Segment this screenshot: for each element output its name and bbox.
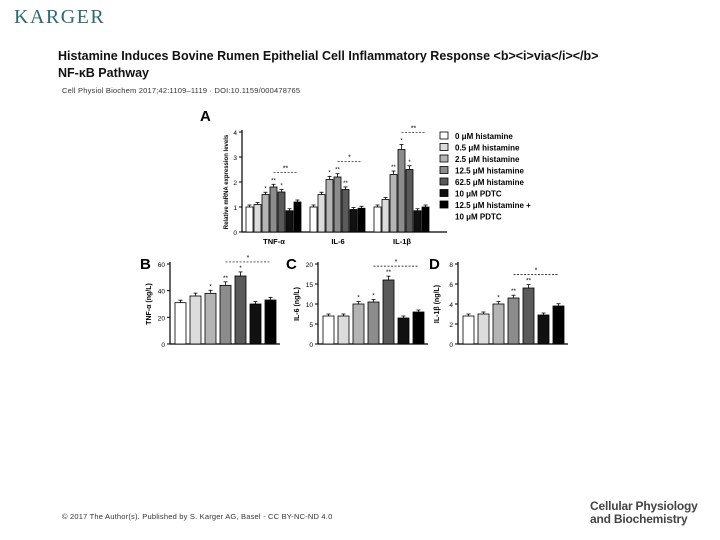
panel-a-bar — [286, 211, 293, 232]
panel-d-bar — [493, 304, 504, 344]
panel-a-legend-label: 0 μM histamine — [455, 132, 513, 141]
panel-b-bar — [175, 303, 186, 344]
panel-b-bar — [205, 293, 216, 344]
panel-d-y-tick-label: 6 — [449, 282, 453, 289]
panel-b-y-axis-label: TNF-α (ng/L) — [146, 283, 153, 325]
panel-d-y-axis-label: IL-1β (ng/L) — [434, 284, 441, 324]
panel-a-bar — [254, 205, 261, 233]
panel-c-y-tick-label: 20 — [305, 262, 313, 269]
panel-a-category-label: TNF-α — [263, 237, 285, 246]
panel-c-bar — [323, 316, 334, 344]
panel-b-bar — [190, 296, 201, 344]
panel-a-bar — [246, 207, 253, 232]
panel-c-bar — [353, 304, 364, 344]
panel-a-bar — [294, 202, 301, 232]
panel-a-y-tick-label: 4 — [233, 130, 237, 137]
panel-c-significance: * — [372, 292, 375, 300]
panel-a-significance: ** — [391, 165, 396, 172]
panel-c-bar — [398, 318, 409, 344]
panel-a-bar — [310, 207, 317, 232]
panel-a-bar — [318, 195, 325, 233]
panel-a-significance: ** — [271, 178, 276, 185]
panel-d-significance: * — [497, 294, 500, 302]
karger-logo: KARGER — [14, 6, 106, 28]
panel-b-y-tick-label: 60 — [157, 262, 165, 269]
panel-a-legend-swatch — [440, 178, 448, 185]
panel-a-bar — [374, 207, 381, 232]
panel-a-bar — [414, 211, 421, 232]
panel-a-significance: * — [328, 170, 331, 177]
panel-a-bracket-label: ** — [282, 165, 289, 173]
panel-d-y-tick-label: 4 — [449, 302, 453, 309]
panel-a-significance: * — [280, 183, 283, 190]
panel-d-y-tick-label: 0 — [449, 342, 453, 349]
panel-a-significance: ** — [343, 180, 348, 187]
panel-c-panel-label: C — [286, 256, 297, 273]
panel-d-panel-label: D — [429, 256, 440, 273]
panel-a-category-label: IL-6 — [331, 237, 345, 246]
panel-b-y-tick-label: 0 — [161, 342, 165, 349]
panel-a-legend-label: 0.5 μM histamine — [455, 143, 520, 153]
panel-a-significance: * — [400, 138, 403, 145]
panel-b-panel-label: B — [140, 256, 151, 273]
figure-title-line2: NF-κB Pathway — [58, 66, 150, 80]
panel-a-legend-swatch — [440, 190, 448, 197]
panel-a-bar — [406, 170, 413, 233]
panel-b-significance: * — [209, 283, 212, 291]
panel-b-bar — [265, 300, 276, 344]
copyright-footer: © 2017 The Author(s). Published by S. Karger AG, Basel - CC BY-NC-ND 4.0 — [62, 512, 333, 521]
panel-c-y-tick-label: 15 — [305, 282, 313, 289]
panel-d-bar — [478, 314, 489, 344]
panel-b-y-tick-label: 20 — [157, 315, 165, 323]
panel-c-y-tick-label: 0 — [309, 342, 313, 349]
panel-a-significance: * — [264, 186, 267, 193]
panel-a-bar — [422, 207, 429, 232]
panel-c-significance: ** — [385, 269, 392, 277]
panel-a-bar — [358, 208, 365, 232]
panel-a-bar — [398, 150, 405, 233]
journal-name-line1: Cellular Physiology — [590, 499, 698, 513]
panel-a-bar — [326, 180, 333, 233]
panel-c-bar — [413, 312, 424, 344]
panel-a-bracket-label: ** — [410, 125, 417, 133]
panel-c-y-tick-label: 10 — [305, 302, 313, 309]
panel-b-bar — [250, 304, 261, 344]
panel-c-y-axis-label: IL-6 (ng/L) — [294, 287, 301, 321]
panel-a-legend-label: 12.5 μM histamine — [455, 166, 524, 176]
panel-a-category-label: IL-1β — [393, 237, 411, 246]
panel-a-y-tick-label: 0 — [233, 230, 237, 237]
panel-d-y-tick-label: 8 — [449, 262, 453, 269]
panel-d-bar — [463, 316, 474, 344]
figure-title-line1: Histamine Induces Bovine Rumen Epithelial Cell Inflammatory Response <b><i>via</i></b> — [58, 49, 599, 63]
panel-a-y-axis-label: Relative mRNA expression levels — [224, 134, 230, 230]
panel-a-y-tick-label: 2 — [233, 180, 237, 187]
panel-d-significance: ** — [525, 277, 532, 285]
journal-name-line2: and Biochemistry — [590, 512, 688, 526]
panel-d-bar — [508, 298, 519, 344]
panel-a-y-tick-label: 1 — [233, 205, 237, 212]
panel-a-y-tick-label: 3 — [233, 155, 237, 162]
panel-a-legend-swatch — [440, 167, 448, 174]
panel-a-bar — [334, 177, 341, 232]
panel-a-bar — [390, 175, 397, 233]
panel-a-legend-label: 2.5 μM histamine — [455, 155, 520, 164]
panel-d-bar — [523, 288, 534, 344]
panel-a-legend-swatch — [440, 155, 448, 162]
panel-a-legend-label: 12.5 μM histamine + — [455, 201, 531, 210]
panel-c-bracket-label: * — [394, 259, 398, 267]
panel-b-significance: ** — [222, 274, 229, 282]
panel-b-bar — [235, 276, 246, 344]
panel-a-legend-label: 10 μM PDTC — [455, 189, 502, 199]
panel-a-bar — [270, 187, 277, 232]
panel-a-legend-swatch — [440, 144, 448, 151]
panel-d-y-tick-label: 2 — [449, 322, 453, 329]
panel-a-bar — [342, 190, 349, 233]
panel-a-bar — [350, 210, 357, 233]
panel-a-legend-swatch — [440, 132, 448, 139]
panel-a-bar — [278, 192, 285, 232]
panel-c-bar — [383, 280, 394, 344]
panel-c-bar — [338, 316, 349, 344]
panel-a-panel-label: A — [200, 108, 211, 125]
panel-a-bracket-label: * — [348, 154, 351, 162]
citation: Cell Physiol Biochem 2017;42:1109–1119 · DOI:10.1159/000478765 — [62, 86, 301, 95]
panel-d-bracket-label: * — [534, 267, 538, 275]
panel-a-legend-label: 62.5 μM histamine — [455, 178, 524, 187]
panel-b-significance: * — [239, 264, 242, 272]
panel-d-bar — [538, 315, 549, 344]
panel-b-bar — [220, 285, 231, 344]
panel-a-bar — [262, 195, 269, 233]
panel-d-significance: ** — [510, 288, 517, 296]
journal-logo — [590, 500, 698, 526]
panel-d-bar — [553, 306, 564, 344]
panel-a-legend-label: 10 μM PDTC — [455, 212, 502, 222]
panel-a-significance: * — [408, 159, 411, 166]
panel-a-significance: ** — [335, 167, 340, 174]
panel-b-y-tick-label: 40 — [157, 288, 165, 296]
panel-c-y-tick-label: 5 — [309, 322, 313, 329]
panel-b-bracket-label: * — [246, 254, 250, 262]
panel-a-legend-swatch — [440, 201, 448, 208]
panel-c-significance: * — [357, 294, 360, 302]
panel-c-bar — [368, 302, 379, 344]
panel-a-bar — [382, 200, 389, 233]
